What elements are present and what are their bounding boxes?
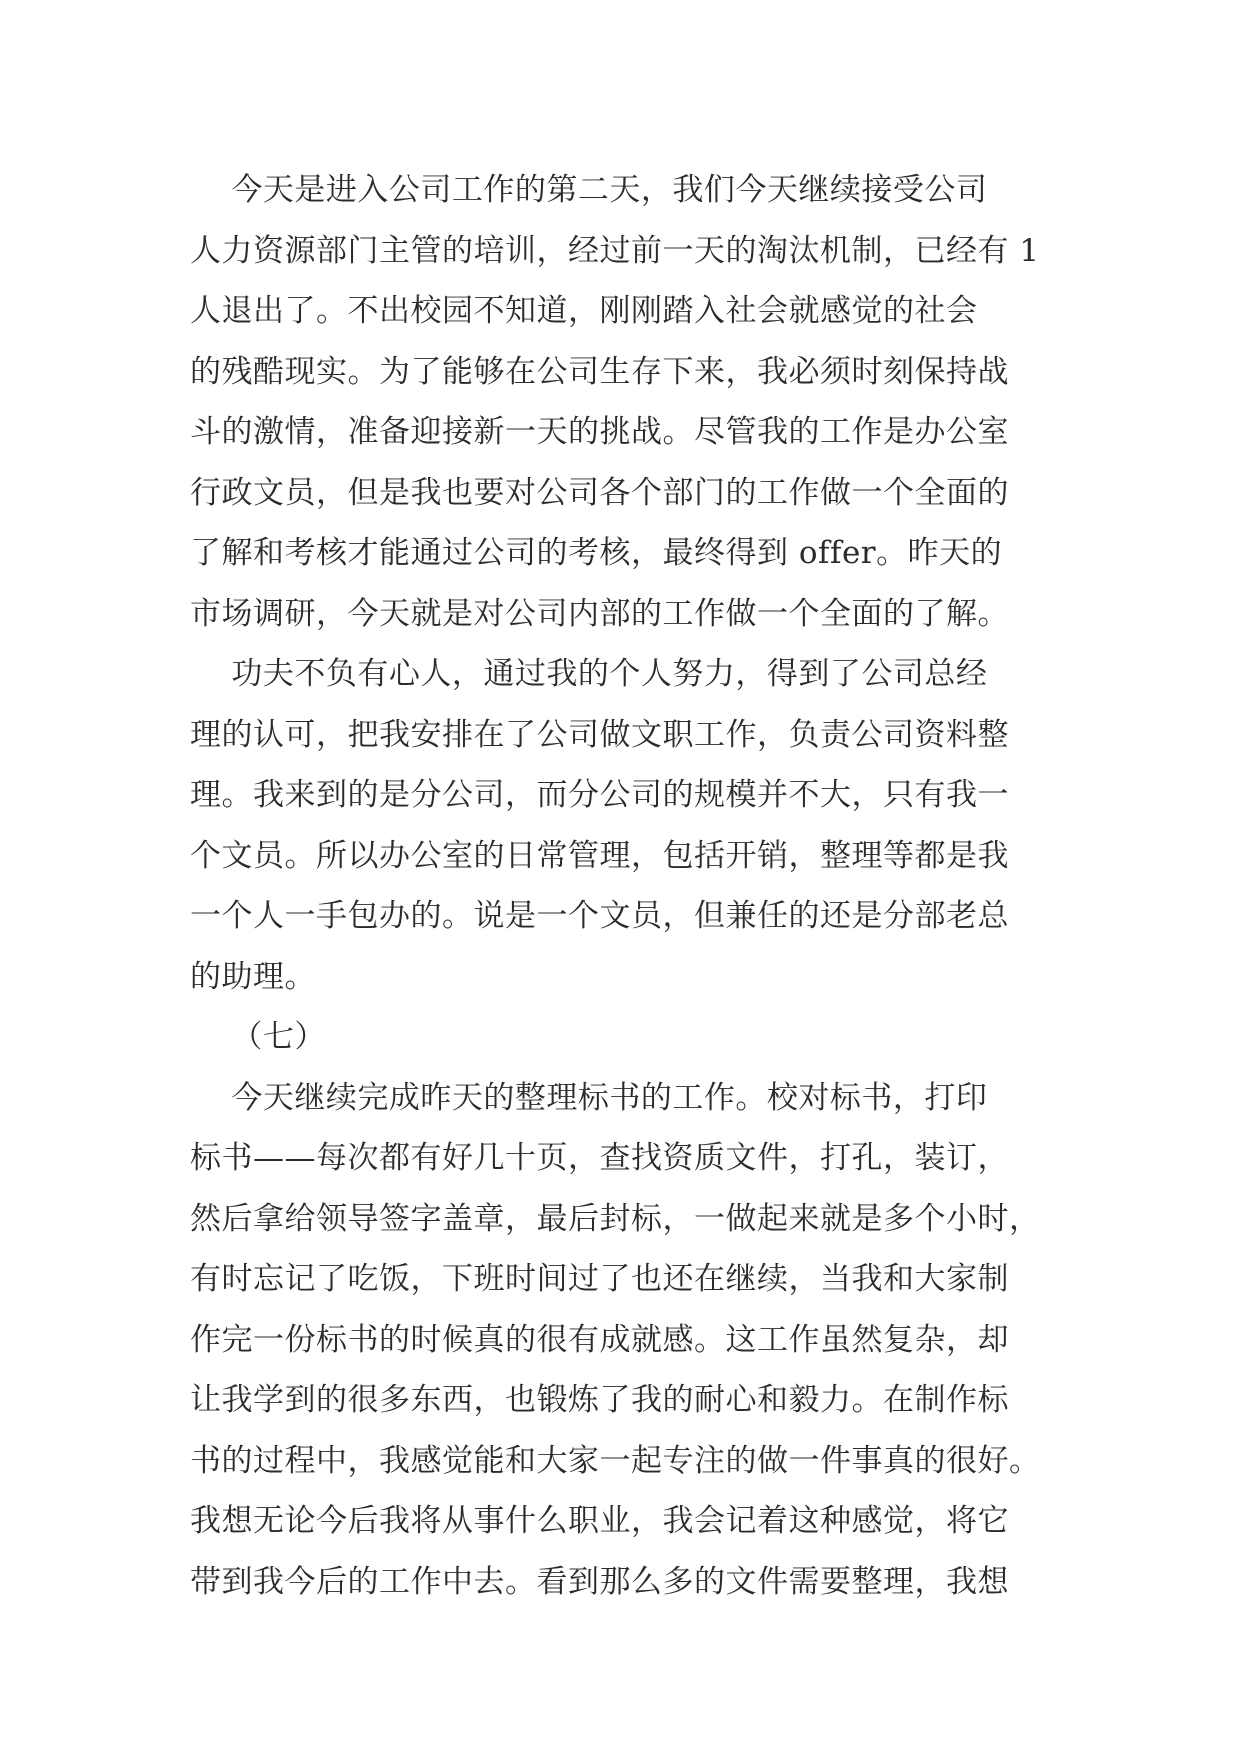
- text-line: 一个人一手包办的。说是一个文员，但兼任的还是分部老总: [190, 898, 1009, 934]
- text-line: 的残酷现实。为了能够在公司生存下来，我必须时刻保持战: [190, 353, 1009, 390]
- text-line: 斗的激情，准备迎接新一天的挑战。尽管我的工作是办公室: [190, 414, 1009, 450]
- text-line: 带到我今后的工作中去。看到那么多的文件需要整理，我想: [190, 1563, 1009, 1600]
- text-line: 今天继续完成昨天的整理标书的工作。校对标书，打印: [190, 1079, 988, 1116]
- text-line: 有时忘记了吃饭，下班时间过了也还在继续，当我和大家制: [190, 1261, 1009, 1297]
- text-line: 人退出了。不出校园不知道，刚刚踏入社会就感觉的社会: [190, 293, 978, 329]
- text-line: 人力资源部门主管的培训，经过前一天的淘汰机制，已经有 1: [190, 232, 1040, 269]
- text-line: 标书——每次都有好几十页，查找资质文件，打孔，装订，: [190, 1140, 1009, 1176]
- document-body: [190, 160, 1070, 1612]
- text-line: 行政文员，但是我也要对公司各个部门的工作做一个全面的: [190, 474, 1009, 511]
- text-line: 理的认可，把我安排在了公司做文职工作，负责公司资料整: [190, 716, 1009, 753]
- text-line: 理。我来到的是分公司，而分公司的规模并不大，只有我一: [190, 777, 1009, 813]
- text-line: 书的过程中，我感觉能和大家一起专注的做一件事真的很好。: [190, 1442, 1041, 1479]
- text-line: 了解和考核才能通过公司的考核，最终得到 offer。昨天的: [190, 535, 1003, 571]
- text-line: 然后拿给领导签字盖章，最后封标，一做起来就是多个小时，: [190, 1200, 1041, 1237]
- text-line: 市场调研，今天就是对公司内部的工作做一个全面的了解。: [190, 595, 1009, 632]
- text-line: 今天是进入公司工作的第二天，我们今天继续接受公司: [190, 172, 988, 208]
- text-line: 个文员。所以办公室的日常管理，包括开销，整理等都是我: [190, 837, 1009, 874]
- text-line: 功夫不负有心人，通过我的个人努力，得到了公司总经: [190, 656, 988, 692]
- text-line: 的助理。: [190, 958, 316, 995]
- text-line: 作完一份标书的时候真的很有成就感。这工作虽然复杂，却: [190, 1321, 1009, 1358]
- text-line: 让我学到的很多东西，也锻炼了我的耐心和毅力。在制作标: [190, 1382, 1009, 1418]
- text-line: 我想无论今后我将从事什么职业，我会记着这种感觉，将它: [190, 1503, 1009, 1539]
- section-heading: （七）: [190, 1019, 326, 1055]
